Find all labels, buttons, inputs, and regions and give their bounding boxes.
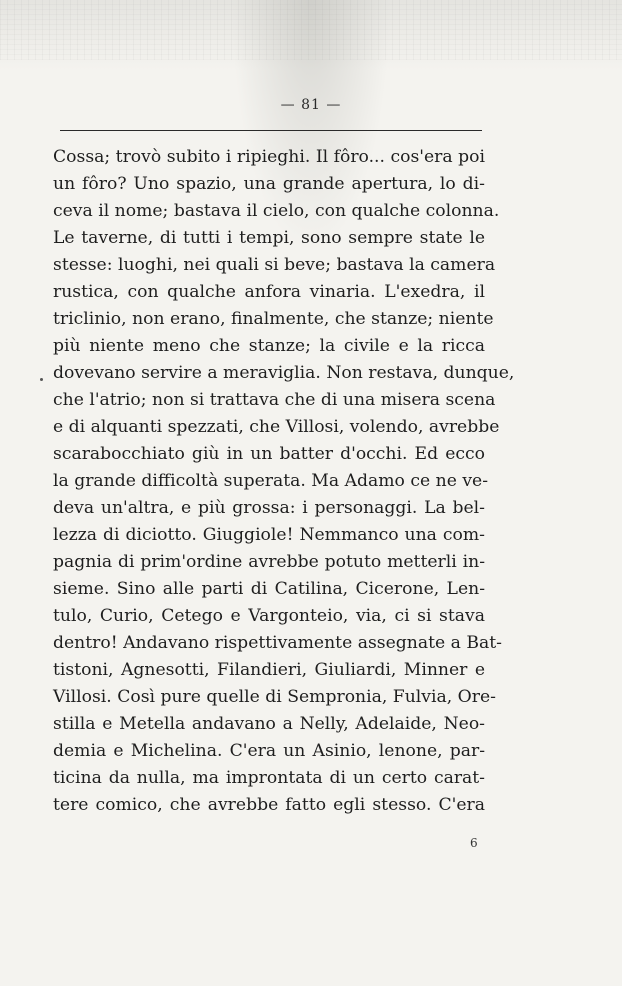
text-line: tistoni, Agnesotti, Filandieri, Giuliardi, Minner e	[53, 660, 485, 680]
body-text	[53, 144, 515, 819]
text-line: scarabocchiato giù in un batter d'occhi. Ed ecco	[53, 444, 485, 464]
signature-mark: 6	[470, 836, 478, 850]
text-line: deva un'altra, e più grossa: i personaggi. La bel-	[53, 498, 485, 518]
text-line: Le taverne, di tutti i tempi, sono sempre state le	[53, 228, 485, 248]
text-line: ceva il nome; bastava il cielo, con qualche colonna.	[53, 201, 500, 221]
text-line: lezza di diciotto. Giuggiole! Nemmanco una com-	[53, 525, 485, 545]
text-line: Cossa; trovò subito i ripieghi. Il fôro... cos'era poi	[53, 147, 485, 167]
text-line: Villosi. Così pure quelle di Sempronia, Fulvia, Ore-	[53, 687, 496, 707]
text-line: pagnia di prim'ordine avrebbe potuto metterli in-	[53, 552, 485, 572]
text-line: la grande difficoltà superata. Ma Adamo ce ne ve-	[53, 471, 489, 491]
scan-edge-texture	[0, 0, 622, 60]
text-line: dentro! Andavano rispettivamente assegnate a Bat-	[53, 633, 502, 653]
text-line: rustica, con qualche anfora vinaria. L'exedra, il	[53, 282, 485, 302]
page-number-header: — 81 —	[280, 97, 342, 113]
text-line: e di alquanti spezzati, che Villosi, volendo, avrebbe	[53, 417, 500, 437]
text-line: tulo, Curio, Cetego e Vargonteio, via, ci si stava	[53, 606, 485, 626]
header-rule	[60, 130, 482, 131]
text-line: triclinio, non erano, finalmente, che stanze; niente	[53, 309, 494, 329]
text-line: stesse: luoghi, nei quali si beve; bastava la camera	[53, 255, 496, 275]
margin-speck	[40, 378, 43, 381]
text-line: sieme. Sino alle parti di Catilina, Cicerone, Len-	[53, 579, 485, 599]
text-line: dovevano servire a meraviglia. Non restava, dunque,	[53, 363, 515, 383]
text-line: un fôro? Uno spazio, una grande apertura, lo di-	[53, 174, 485, 194]
text-line: più niente meno che stanze; la civile e la ricca	[53, 336, 485, 356]
text-line: che l'atrio; non si trattava che di una misera scena	[53, 390, 496, 410]
text-line: demia e Michelina. C'era un Asinio, lenone, par-	[53, 741, 485, 761]
text-line: tere comico, che avrebbe fatto egli stesso. C'era	[53, 795, 485, 815]
text-line: stilla e Metella andavano a Nelly, Adelaide, Neo-	[53, 714, 485, 734]
text-line: ticina da nulla, ma improntata di un certo carat-	[53, 768, 485, 788]
